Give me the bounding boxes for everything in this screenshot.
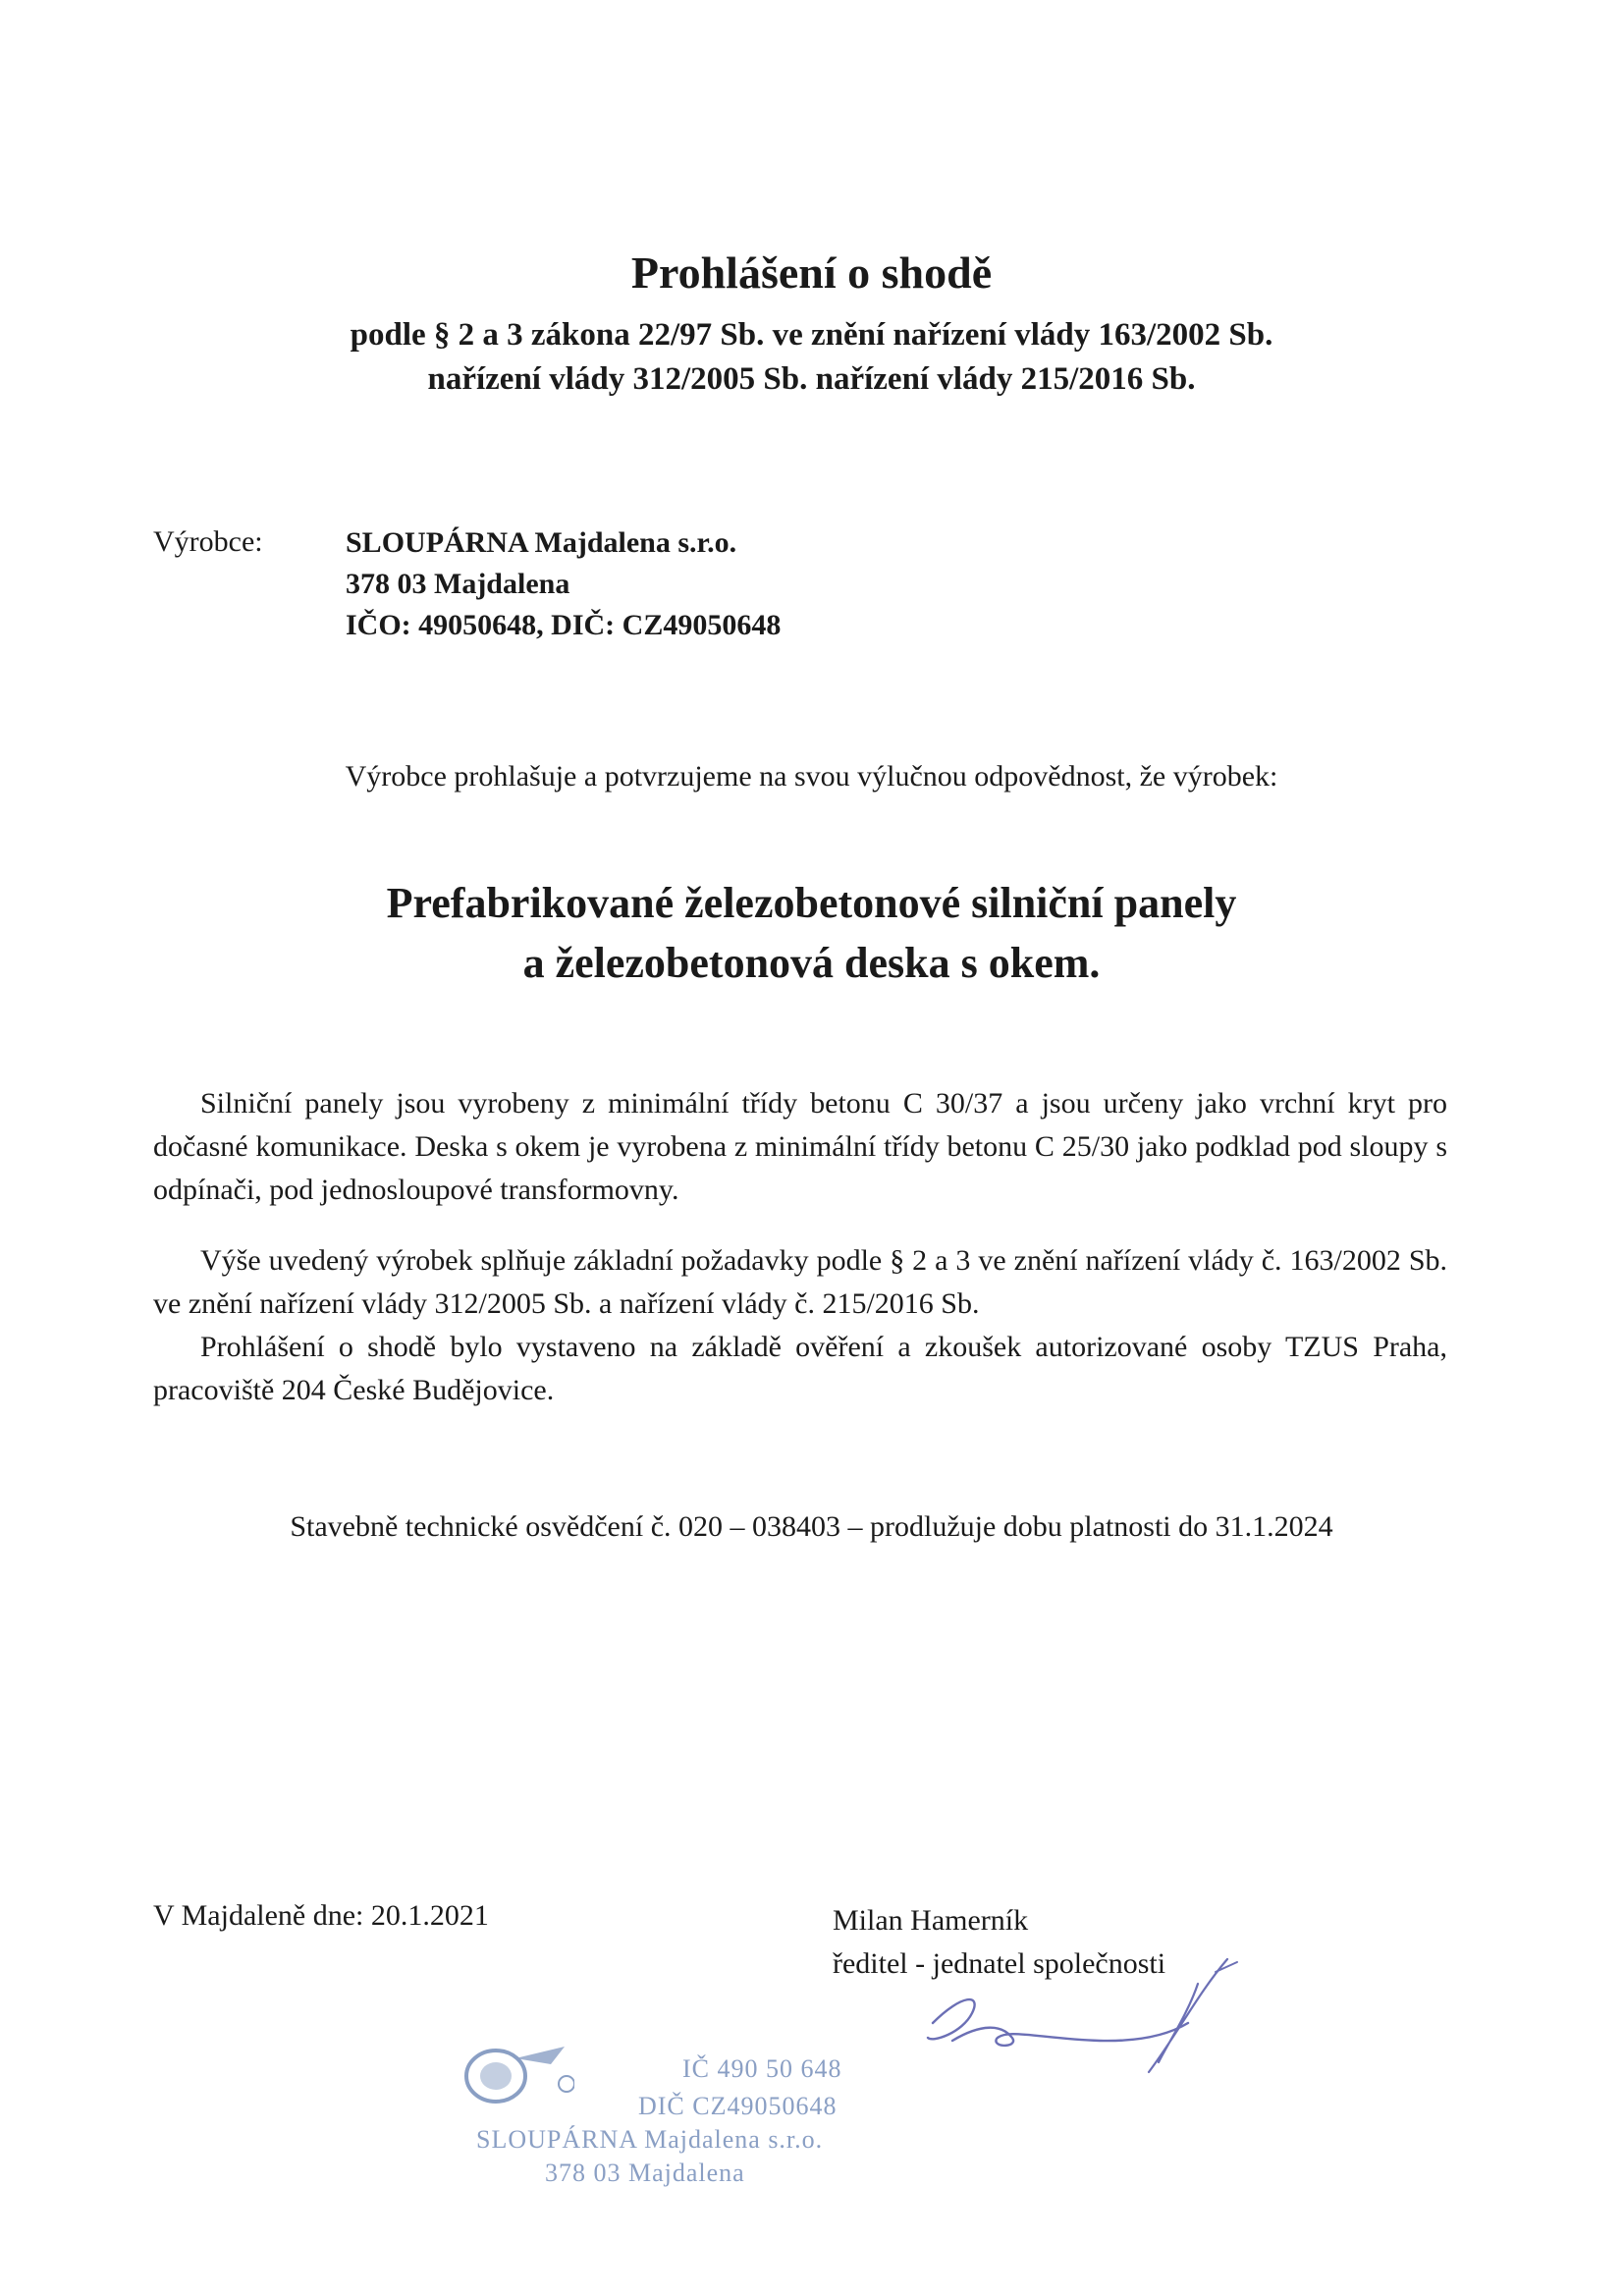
stamp-logo-icon	[457, 2039, 574, 2107]
document-subtitle-line2: nařízení vlády 312/2005 Sb. nařízení vlády 215/2016 Sb.	[427, 361, 1196, 397]
product-name-line1: Prefabrikované železobetonové silniční panely	[386, 879, 1237, 927]
paragraph-specification	[153, 1082, 1447, 1212]
place-and-date: V Majdaleně dne: 20.1.2021	[153, 1899, 489, 1932]
product-name-line2: a železobetonová deska s okem.	[522, 939, 1101, 987]
stamp-ic: IČ 490 50 648	[682, 2054, 842, 2083]
declaration-intro: Výrobce prohlašuje a potvrzujeme na svou výlučnou odpovědnost, že výrobek:	[345, 760, 1278, 793]
paragraph-1: Silniční panely jsou vyrobeny z minimální třídy betonu C 30/37 a jsou určeny jako vrchní kryt pro dočasné komunikace. Deska s okem je vyrobena z minimální třídy betonu C 25/30 jako podklad pod sloupy s odpínači, pod jednosloupové transformovny.	[153, 1087, 1447, 1206]
signer-title: ředitel - jednatel společnosti	[833, 1947, 1166, 1980]
stamp-dic: DIČ CZ49050648	[638, 2092, 838, 2120]
document-title: Prohlášení o shodě	[630, 247, 993, 298]
paragraph-compliance	[153, 1239, 1447, 1412]
stamp-company: SLOUPÁRNA Majdalena s.r.o.	[476, 2125, 824, 2154]
manufacturer-address: 378 03 Majdalena	[346, 568, 570, 600]
manufacturer-name: SLOUPÁRNA Majdalena s.r.o.	[346, 526, 737, 559]
paragraph-2: Výše uvedený výrobek splňuje základní požadavky podle § 2 a 3 ve znění nařízení vlády č. 163/2002 Sb. ve znění nařízení vlády 312/2005 Sb. a nařízení vlády č. 215/2016 Sb.	[153, 1244, 1447, 1320]
manufacturer-label: Výrobce:	[153, 525, 263, 558]
signer-name: Milan Hamerník	[833, 1904, 1029, 1937]
stamp-address: 378 03 Majdalena	[545, 2159, 745, 2187]
document-subtitle-line1: podle § 2 a 3 zákona 22/97 Sb. ve znění nařízení vlády 163/2002 Sb.	[350, 317, 1273, 353]
certificate-note: Stavebně technické osvědčení č. 020 – 038403 – prodlužuje dobu platnosti do 31.1.2024	[290, 1510, 1333, 1543]
manufacturer-ids: IČO: 49050648, DIČ: CZ49050648	[346, 609, 782, 641]
company-stamp	[457, 2033, 908, 2187]
paragraph-3: Prohlášení o shodě bylo vystaveno na základě ověření a zkoušek autorizované osoby TZUS Praha, pracoviště 204 České Budějovice.	[153, 1331, 1447, 1406]
signature-icon	[903, 1954, 1257, 2082]
